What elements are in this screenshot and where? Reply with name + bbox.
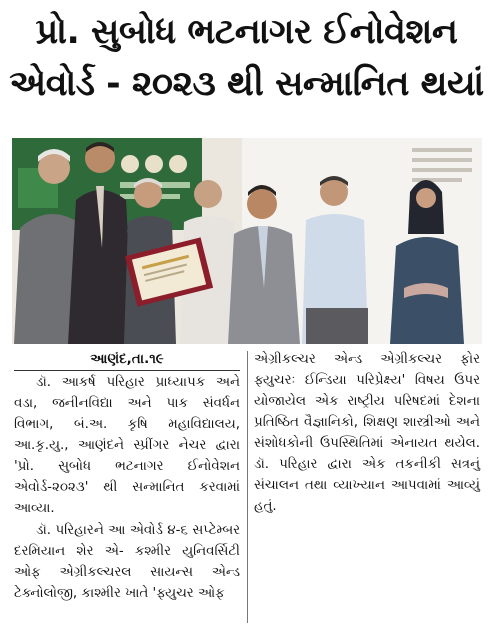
dateline: આણંદ,તા.૧૯ [14, 349, 240, 371]
award-ceremony-photo-illustration [12, 138, 482, 344]
headline [8, 6, 485, 110]
article-paragraph-2-continued: એગ્રીકલ્ચર એન્ડ એગ્રીકલ્ચર ફોર ફ્યુચરઃ ઈન્ડિયા પરિપ્રેક્ષ્ય' વિષય ઉપર યોજાયેલ એક રાષ્ટ્રીય પરિષદમાં દેશના પ્રતિષ્ઠિત વૈજ્ઞાનિકો, શિક્ષણ શાસ્ત્રીઓ અને સંશોધકોની ઉપસ્થિતિમાં એનાયત થયેલ. ડૉ. પરિહાર દ્વારા એક તકનીકી સત્રનું સંચાલન તથા વ્યાખ્યાન આપવામાં આવ્યું હતું. [254, 352, 480, 514]
article-paragraph-2-text: ડૉ. પરિહારને આ એવોર્ડ ૪-૬ સપ્ટેમ્બર દરમિયાન શેર એ- કશ્મીર યુનિવર્સિટી ઓફ એગ્રીકલ્ચરલ સાયન્સ એન્ડ ટેક્નોલોજી, કાશ્મીર ખાતે 'ફ્યુચર ઓફ [14, 523, 240, 601]
headline-line-2: એવોર્ડ - ૨૦૨૩ થી સન્માનિત થયાં [9, 64, 484, 104]
article-column-left [14, 349, 240, 604]
column-divider [247, 351, 248, 623]
headline-line-1: પ્રો. સુબોધ ભટનાગર ઈનોવેશન [35, 12, 458, 52]
article-paragraph-2 [14, 520, 240, 604]
article-body [14, 349, 480, 625]
award-ceremony-photo [12, 138, 482, 344]
article-column-right [254, 349, 480, 517]
article-paragraph-1: ડૉ. આકર્ષ પરિહાર પ્રાધ્યાપક અને વડા, જનીનવિદ્યા અને પાક સંવર્ધન વિભાગ, બં.અ. કૃષિ મહાવિદ્યાલય, આ.કૃ.યુ., આણંદને સ્પ્રીંગર નેચર દ્વારા 'પ્રો. સુબોધ ભટનાગર ઈનોવેશન એવોર્ડ-૨૦૨૩' થી સન્માનિત કરવામાં આવ્યા. [14, 375, 240, 516]
